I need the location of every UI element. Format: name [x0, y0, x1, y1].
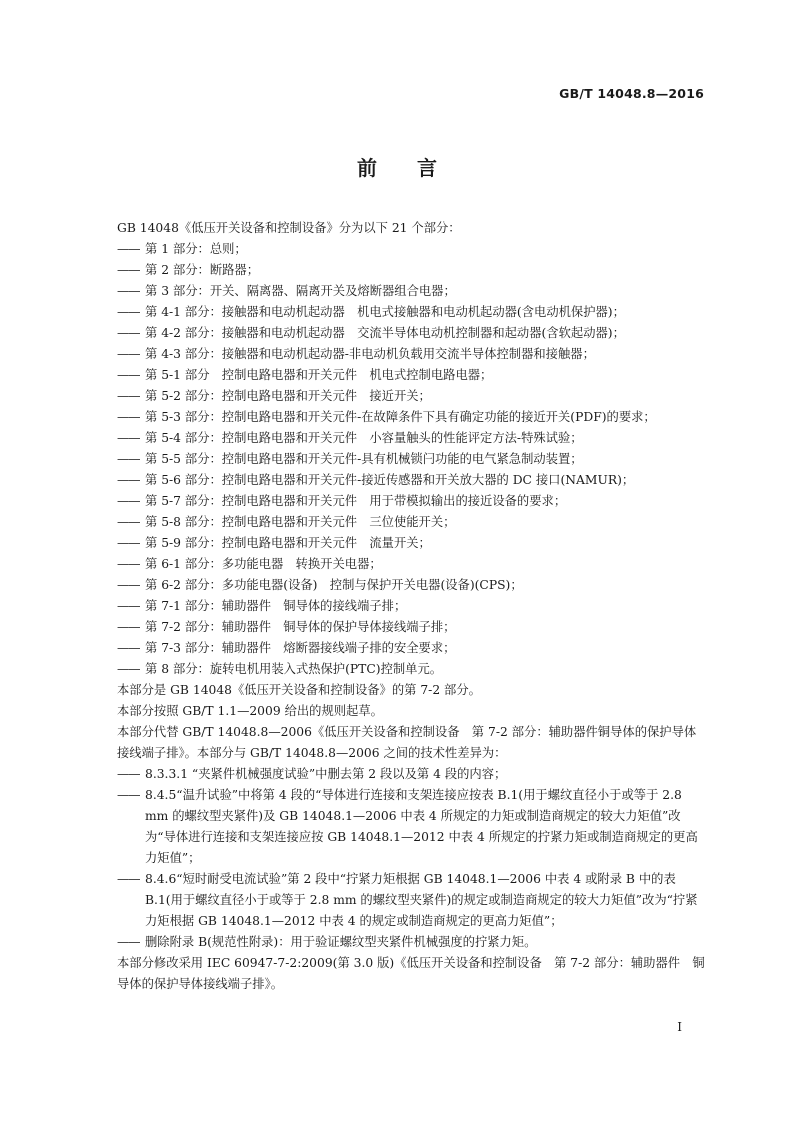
part-text: 第 8 部分：旋转电机用装入式热保护(PTC)控制单元。 [145, 662, 443, 676]
change-text: 8.4.5“温升试验”中将第 4 段的“导体进行连接和支架连接应按表 B.1(用于螺纹直径小于或等于 2.8 mm 的螺纹型夹紧件)及 GB 14048.1—2006 中表 4 所规定的力矩或制造商规定的较大力矩值”改为“导体进行连接和支架连接应按 GB 14048.1—2012 中表 4 所规定的拧紧力矩或制造商规定的更高力矩值”； [145, 788, 698, 865]
dash-marker: —— [117, 662, 140, 676]
list-item [117, 869, 707, 932]
dash-marker: —— [117, 557, 140, 571]
part-text: 第 7-3 部分：辅助器件 熔断器接线端子排的安全要求； [145, 641, 456, 655]
dash-marker: —— [117, 641, 140, 655]
part-text: 第 4-2 部分：接触器和电动机起动器 交流半导体电动机控制器和起动器(含软起动器)； [145, 326, 625, 340]
list-item [117, 596, 707, 617]
change-text: 8.3.3.1 “夹紧件机械强度试验”中删去第 2 段以及第 4 段的内容； [145, 767, 507, 781]
foreword-body [117, 218, 707, 995]
intro-paragraph: GB 14048《低压开关设备和控制设备》分为以下 21 个部分： [117, 221, 461, 235]
part-text: 第 7-2 部分：辅助器件 铜导体的保护导体接线端子排； [145, 620, 456, 634]
part-text: 第 6-1 部分：多功能电器 转换开关电器； [145, 557, 382, 571]
list-item [117, 365, 707, 386]
dash-marker: —— [117, 599, 140, 613]
change-text: 删除附录 B(规范性附录)：用于验证螺纹型夹紧件机械强度的拧紧力矩。 [145, 935, 537, 949]
list-item [117, 449, 707, 470]
part-text: 第 5-4 部分：控制电路电器和开关元件 小容量触头的性能评定方法-特殊试验； [145, 431, 583, 445]
list-item [117, 554, 707, 575]
dash-marker: —— [117, 326, 140, 340]
list-item [117, 575, 707, 596]
dash-marker: —— [117, 452, 140, 466]
list-item [117, 344, 707, 365]
standard-code: GB/T 14048.8—2016 [559, 86, 704, 101]
drafting-paragraph: 本部分按照 GB/T 1.1—2009 给出的规则起草。 [117, 704, 383, 718]
dash-marker: —— [117, 536, 140, 550]
dash-marker: —— [117, 494, 140, 508]
list-item [117, 323, 707, 344]
part-text: 第 4-3 部分：接触器和电动机起动器-非电动机负载用交流半导体控制器和接触器； [145, 347, 595, 361]
list-item [117, 239, 707, 260]
part-text: 第 5-9 部分：控制电路电器和开关元件 流量开关； [145, 536, 431, 550]
dash-marker: —— [117, 935, 140, 949]
list-item [117, 533, 707, 554]
dash-marker: —— [117, 389, 140, 403]
part-text: 第 2 部分：断路器； [145, 263, 260, 277]
dash-marker: —— [117, 347, 140, 361]
dash-marker: —— [117, 305, 140, 319]
list-item [117, 638, 707, 659]
part-text: 第 5-6 部分：控制电路电器和开关元件-接近传感器和开关放大器的 DC 接口(NAMUR)； [145, 473, 635, 487]
list-item [117, 281, 707, 302]
part-text: 第 5-2 部分：控制电路电器和开关元件 接近开关； [145, 389, 431, 403]
list-item [117, 764, 707, 785]
list-item [117, 785, 707, 869]
part-text: 第 6-2 部分：多功能电器(设备) 控制与保护开关电器(设备)(CPS)； [145, 578, 523, 592]
dash-marker: —— [117, 767, 140, 781]
title-char-1: 前 [357, 156, 377, 180]
parts-list [117, 239, 707, 680]
changes-list [117, 764, 707, 953]
adoption-paragraph: 本部分修改采用 IEC 60947-7-2:2009(第 3.0 版)《低压开关设备和控制设备 第 7-2 部分：辅助器件 铜导体的保护导体接线端子排》。 [117, 956, 705, 991]
dash-marker: —— [117, 263, 140, 277]
change-text: 8.4.6“短时耐受电流试验”第 2 段中“拧紧力矩根据 GB 14048.1—2006 中表 4 或附录 B 中的表 B.1(用于螺纹直径小于或等于 2.8 mm 的螺纹型夹紧件)的规定或制造商规定的较大力矩值”改为“拧紧力矩根据 GB 14048.1—2012 中表 4 的规定或制造商规定的更高力矩值”； [145, 872, 698, 928]
part-text: 第 5-7 部分：控制电路电器和开关元件 用于带模拟输出的接近设备的要求； [145, 494, 567, 508]
part-text: 第 3 部分：开关、隔离器、隔离开关及熔断器组合电器； [145, 284, 456, 298]
part-of-paragraph: 本部分是 GB 14048《低压开关设备和控制设备》的第 7-2 部分。 [117, 683, 481, 697]
dash-marker: —— [117, 788, 140, 802]
part-text: 第 7-1 部分：辅助器件 铜导体的接线端子排； [145, 599, 407, 613]
title-char-2: 言 [417, 156, 437, 180]
list-item [117, 470, 707, 491]
dash-marker: —— [117, 515, 140, 529]
dash-marker: —— [117, 284, 140, 298]
dash-marker: —— [117, 431, 140, 445]
dash-marker: —— [117, 410, 140, 424]
list-item [117, 428, 707, 449]
dash-marker: —— [117, 473, 140, 487]
page-title [0, 152, 794, 181]
part-text: 第 5-8 部分：控制电路电器和开关元件 三位使能开关； [145, 515, 456, 529]
part-text: 第 4-1 部分：接触器和电动机起动器 机电式接触器和电动机起动器(含电动机保护器)； [145, 305, 625, 319]
list-item [117, 512, 707, 533]
dash-marker: —— [117, 578, 140, 592]
replaces-paragraph: 本部分代替 GB/T 14048.8—2006《低压开关设备和控制设备 第 7-2 部分：辅助器件铜导体的保护导体接线端子排》。本部分与 GB/T 14048.8—2006 之间的技术性差异为： [117, 725, 697, 760]
page-number: I [677, 1020, 682, 1034]
list-item [117, 260, 707, 281]
part-text: 第 5-1 部分 控制电路电器和开关元件 机电式控制电路电器； [145, 368, 493, 382]
dash-marker: —— [117, 242, 140, 256]
list-item [117, 302, 707, 323]
part-text: 第 1 部分：总则； [145, 242, 247, 256]
part-text: 第 5-5 部分：控制电路电器和开关元件-具有机械锁闩功能的电气紧急制动装置； [145, 452, 583, 466]
list-item [117, 932, 707, 953]
part-text: 第 5-3 部分：控制电路电器和开关元件-在故障条件下具有确定功能的接近开关(PDF)的要求； [145, 410, 656, 424]
dash-marker: —— [117, 368, 140, 382]
list-item [117, 386, 707, 407]
list-item [117, 617, 707, 638]
list-item [117, 407, 707, 428]
dash-marker: —— [117, 872, 140, 886]
list-item [117, 491, 707, 512]
list-item [117, 659, 707, 680]
dash-marker: —— [117, 620, 140, 634]
